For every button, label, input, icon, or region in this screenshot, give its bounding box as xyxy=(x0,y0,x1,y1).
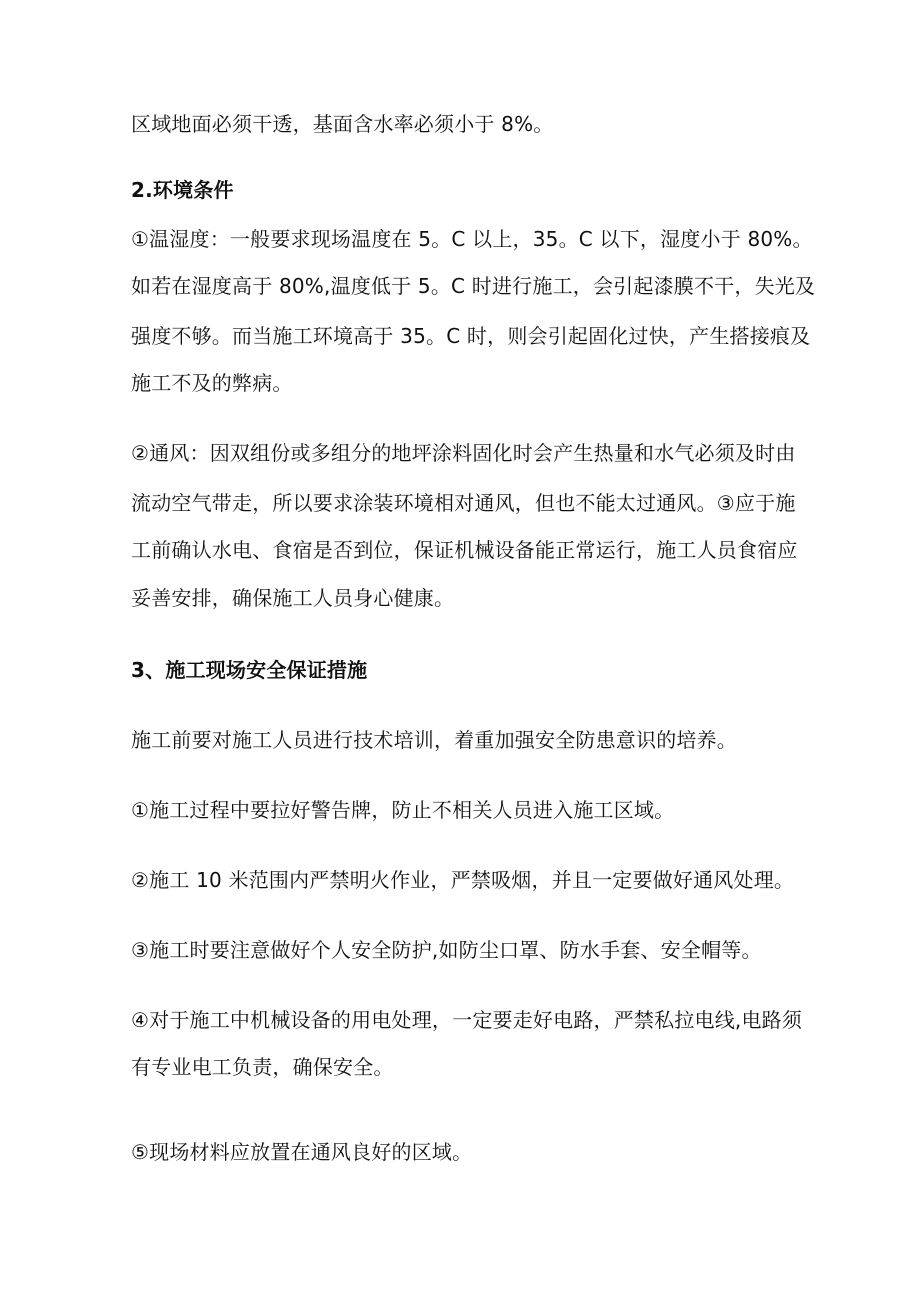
intro-line: 区域地面必须干透，基面含水率必须小于 8%。 xyxy=(131,112,554,136)
safety-item-5: ⑤现场材料应放置在通风良好的区域。 xyxy=(131,1140,473,1164)
temp-humidity-line-4: 施工不及的弊病。 xyxy=(131,371,293,395)
ventilation-line-1: ②通风：因双组份或多组分的地坪涂料固化时会产生热量和水气必须及时由 xyxy=(131,441,796,465)
ventilation-line-2: 流动空气带走，所以要求涂装环境相对通风，但也不能太过通风。③应于施 xyxy=(131,491,796,515)
safety-item-2: ②施工 10 米范围内严禁明火作业，严禁吸烟，并且一定要做好通风处理。 xyxy=(131,868,795,892)
section-3-intro: 施工前要对施工人员进行技术培训，着重加强安全防患意识的培养。 xyxy=(131,728,737,752)
ventilation-line-4: 妥善安排，确保施工人员身心健康。 xyxy=(131,586,455,610)
safety-item-4-line-1: ④对于施工中机械设备的用电处理，一定要走好电路，严禁私拉电线,电路须 xyxy=(131,1008,803,1032)
temp-humidity-line-2: 如若在湿度高于 80%,温度低于 5。C 时进行施工，会引起漆膜不干，失光及 xyxy=(131,274,816,298)
section-2-heading: 2.环境条件 xyxy=(131,178,234,202)
safety-item-3: ③施工时要注意做好个人安全防护,如防尘口罩、防水手套、安全帽等。 xyxy=(131,938,762,962)
temp-humidity-line-3: 强度不够。而当施工环境高于 35。C 时，则会引起固化过快，产生搭接痕及 xyxy=(131,324,811,348)
safety-item-4-line-2: 有专业电工负责，确保安全。 xyxy=(131,1055,394,1079)
ventilation-line-3: 工前确认水电、食宿是否到位，保证机械设备能正常运行，施工人员食宿应 xyxy=(131,538,798,562)
section-3-heading: 3、施工现场安全保证措施 xyxy=(131,658,368,682)
temp-humidity-line-1: ①温湿度：一般要求现场温度在 5。C 以上，35。C 以下，湿度小于 80%。 xyxy=(131,227,813,251)
safety-item-1: ①施工过程中要拉好警告牌，防止不相关人员进入施工区域。 xyxy=(131,798,675,822)
